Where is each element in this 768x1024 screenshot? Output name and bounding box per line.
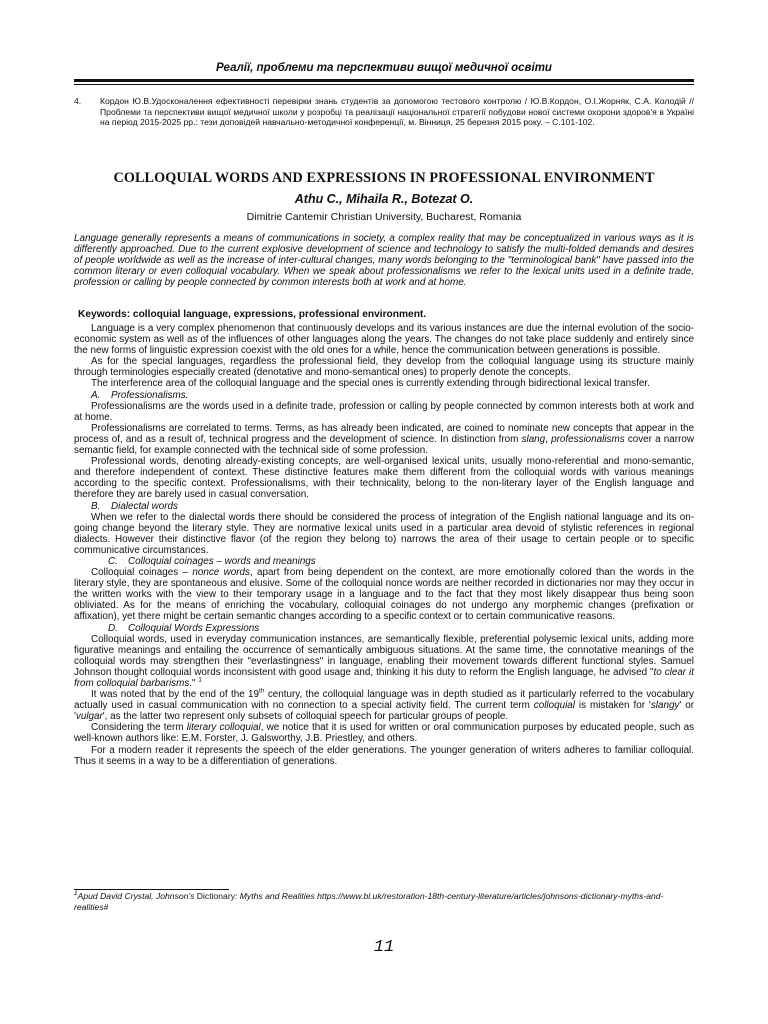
text-span: is mistaken for '	[574, 700, 651, 712]
section-title: Colloquial Words Expressions	[128, 622, 260, 634]
article-body	[74, 323, 694, 767]
reference-item	[74, 96, 694, 128]
section-label: A.	[91, 389, 101, 401]
section-heading-b	[74, 501, 694, 512]
paragraph: Language is a very complex phenomenon that continuously develops and its various instances are due the internal evolution of the socio-economic system as well as of the influences of other languages along the years. The changes do not take place suddenly and entirely since the new forms of linguistic expression coexist with the old ones for a while, hence the communication between generations is possible.	[74, 323, 694, 357]
emphasis: slangy	[650, 700, 680, 712]
paragraph	[74, 634, 694, 689]
section-heading-c	[74, 556, 694, 567]
text-span: It was noted that by the end of the 19	[91, 689, 260, 701]
text-span: , we notice that it is used for written or oral communication purposes by educated people, such as well-known authors like: E.M. Forster, J. Galsworthy, J.B. Priestley, and others.	[74, 722, 695, 745]
paragraph: As for the special languages, regardless the professional field, they develop from the colloquial language using its structure mainly through terminologies especially created (denotative and mono-semantical ones) to properly denote the concepts.	[74, 356, 694, 379]
running-head: Реалії, проблеми та перспективи вищої медичної освіти	[216, 62, 552, 74]
emphasis: to clear it from colloquial barbarisms	[74, 666, 694, 689]
text-span: Professionalisms are correlated to terms. Terms, as has already been indicated, are coined to nominate new concepts that appear in the process of, and as a result of, technical progress and the development of science. In distinction from	[74, 422, 694, 445]
section-heading-d	[74, 623, 694, 634]
emphasis: literary colloquial	[186, 722, 261, 734]
text-span: Dictionary	[196, 891, 235, 901]
text-span: , apart from being dependent on the context, are more emotionally colored than the words in the literary style, they are spontaneous and elusive. Some of the colloquial nonce words are neither recorded in dictionaries nor may they occur in the written works with the view to their temporary usage in a language and to the fact that they most likely disappear thus being soon obliviated. As for the means of enriching the vocabulary, colloquial coinages do not undergo any morphemic changes (prefixation or affixation), yet there might be certain semantic changes according to a specific context or to certain communicative reasons.	[74, 567, 695, 623]
emphasis: colloquial	[533, 700, 575, 712]
footnote-rule	[74, 889, 229, 890]
text-span: Colloquial coinages –	[91, 567, 193, 579]
text-span: century, the colloquial language was in depth studied as it particularly referred to the vocabulary actually used in casual communication with no connection to a special activity field. The current term	[74, 689, 694, 712]
section-label: C.	[108, 555, 118, 567]
reference-list	[74, 96, 694, 128]
header-rule-thin	[74, 84, 694, 85]
paragraph: Professionalisms are the words used in a definite trade, profession or calling by people connected by common interests both at work and at home.	[74, 400, 694, 423]
footnote-ref[interactable]: 1	[198, 676, 202, 684]
text-span: ,	[545, 433, 552, 445]
superscript: th	[259, 687, 265, 695]
emphasis: vulgar	[75, 711, 103, 723]
footnote-mark: 1	[74, 890, 78, 898]
article-title: COLLOQUIAL WORDS AND EXPRESSIONS IN PROFESSIONAL ENVIRONMENT	[113, 170, 655, 186]
paragraph	[74, 423, 694, 456]
text-span: ', as the latter two represent only subsets of colloquial speech for particular groups of people.	[102, 711, 509, 723]
text-span: ' or '	[74, 700, 694, 723]
emphasis: nonce words	[192, 567, 250, 579]
reference-number: 4.	[74, 96, 82, 106]
section-label: B.	[91, 500, 101, 512]
abstract: Language generally represents a means of communications in society, a complex reality that may be conceptualized in various ways as it is differently approached. Due to the current explosive development of science and technology to satisfy the multi-folded demands and desires of people worldwide as well as the increase of inter-cultural changes, many words belonging to the "terminological bank" have passed into the common literary or even colloquial vocabulary. When we speak about professionalisms we refer to the lexical units used in a definite trade, profession or calling by people connected by common interests both at work and at home.	[74, 233, 694, 289]
section-title: Colloquial coinages – words and meanings	[128, 555, 316, 567]
paragraph: Professional words, denoting already-existing concepts, are well-organised lexical units, usually mono-referential and mono-semantic, and therefore independent of context. These distinctive features make them different from the colloquial words with various meanings according to the specific context. Professionalisms, with their technicality, belong to the non-literary layer of the English language and therefore they are barely used in casual conversation.	[74, 456, 694, 501]
footnote	[74, 891, 694, 913]
header-rule-thick	[74, 79, 694, 82]
page-number: 11	[373, 938, 395, 957]
text-span: Apud David Crystal, Johnson's	[77, 891, 197, 901]
keywords: Keywords: colloquial language, expressions, professional environment.	[78, 309, 427, 320]
reference-text: Кордон Ю.В.Удосконалення ефективності перевірки знань студентів за допомогою тестового контролю / Ю.В.Кордон, О.І.Жорняк, С.А. Колодій //Проблеми та перспективи вищої медичної школи у розробці та реалізації національної стратегії побудови нової системи охорони здоров'я в Україні на період 2015-2025 рр.: тези доповідей навчально-методичної конференції, м. Вінниця, 25 березня 2015 року. – С.101-102.	[100, 96, 694, 128]
emphasis: professionalisms	[551, 433, 625, 445]
paragraph: For a modern reader it represents the speech of the elder generations. The younger generation of writers adheres to familiar colloquial. Thus it seems in a way to be a differentiation of generations.	[74, 744, 694, 767]
section-title: Professionalisms.	[111, 389, 189, 401]
paragraph	[74, 689, 694, 722]
text-span: cover a narrow semantic field, for example connected with the technical side of some profession.	[74, 433, 694, 457]
text-span: ."	[189, 678, 199, 689]
section-heading-a	[74, 390, 694, 401]
paragraph: The interference area of the colloquial language and the special ones is currently extending through bidirectional lexical transfer.	[91, 378, 650, 390]
paragraph	[74, 722, 694, 744]
text-span: Colloquial words, used in everyday communication instances, are semantically flexible, preferential polysemic lexical units, adding more figurative meanings and entailing the occurrence of semantically ambiguous situations. At the same time, the connotative meanings of the colloquial words may strengthen their "everlastingness" in language, enabling their movement towards different functional styles. Samuel Johnson thought colloquial words inconsistent with good usage and, thinking it his duty to reform the English language, he advised "	[74, 633, 694, 678]
paragraph	[74, 567, 694, 622]
article-authors: Athu C., Mihaila R., Botezat O.	[294, 192, 474, 206]
article-affiliation: Dimitrie Cantemir Christian University, Bucharest, Romania	[246, 211, 522, 223]
emphasis: slang	[521, 433, 546, 445]
section-label: D.	[108, 622, 118, 634]
text-span: Considering the term	[91, 722, 187, 734]
footnote-link[interactable]: : Myths and Realities https://www.bl.uk/restoration-18th-century-literature/articles/johnsons-dictionary-myths-and-realities#	[74, 891, 664, 912]
section-title: Dialectal words	[111, 500, 178, 512]
paragraph: When we refer to the dialectal words there should be considered the process of integration of the English national language and its on-going change beyond the literary style. They are normative lexical units used in a particular area devoid of stylistic references in regional dialects. However their distinctive flavor (of the region they belong to) narrows the area of their usage to certain people or to specific communicative circumstances.	[74, 511, 694, 556]
